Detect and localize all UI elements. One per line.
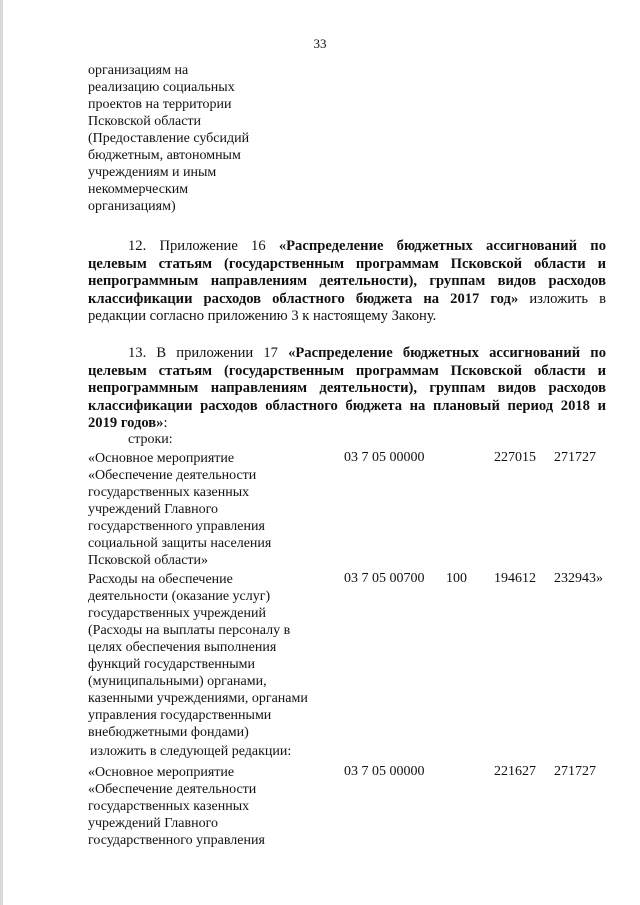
replace-label: изложить в следующей редакции:: [90, 744, 292, 759]
lines-label: строки:: [128, 432, 173, 447]
old-row-2-group: 100: [446, 571, 467, 586]
old-row-2-value-2018: 194612: [494, 571, 536, 586]
item-13-bold-title: «Распределение бюджетных ассигнований по целевым статьям (государственным программам Псковской области и непрограммным направлениям деятельности), группам видов расходов классификации расходов областного бюджета на плановый период 2018 и 2019 годов»: [88, 345, 606, 432]
item-13-paragraph: [88, 345, 606, 433]
new-row-1-code: 03 7 05 00000: [344, 764, 425, 779]
top-cell-text: организациям на реализацию социальных проектов на территории Псковской области (Предоставление субсидий бюджетным, автономным учреждениям и иным некоммерческим организациям): [88, 63, 250, 214]
item-13-lead: 13. В приложении 17: [128, 345, 289, 361]
new-row-1-text: «Основное мероприятие «Обеспечение деятельности государственных казенных учреждений Главного государственного управления: [88, 765, 265, 848]
item-12-bold-title: «Распределение бюджетных ассигнований по целевым статьям (государственным программам Псковской области и непрограммным направлениям деятельности), группам видов расходов классификации расходов областного бюджета на 2017 год»: [88, 238, 607, 307]
old-row-1-value-2019: 271727: [554, 450, 596, 465]
new-row-1-value-2018: 221627: [494, 764, 536, 779]
new-row-1-value-2019: 271727: [554, 764, 596, 779]
item-12-paragraph: [88, 238, 606, 326]
old-row-1-text: «Основное мероприятие «Обеспечение деятельности государственных казенных учреждений Главного государственного управления социальной защиты населения Псковской области»: [88, 451, 272, 568]
old-row-2-text: Расходы на обеспечение деятельности (оказание услуг) государственных учреждений (Расходы на выплаты персоналу в целях обеспечения выполнения функций государственными (муниципальными) органами, казенными учреждениями, органами управления государственными внебюджетными фондами): [88, 572, 308, 740]
page-number: 33: [313, 36, 327, 51]
old-row-1-value-2018: 227015: [494, 450, 536, 465]
page-edge: [0, 0, 3, 905]
item-12-lead: 12. Приложение 16: [128, 238, 279, 254]
old-row-1-code: 03 7 05 00000: [344, 450, 425, 465]
item-12-tail: изложить в редакции согласно приложению 3 к настоящему Закону.: [88, 290, 606, 325]
old-row-2-code: 03 7 05 00700: [344, 571, 425, 586]
old-row-2-value-2019: 232943»: [554, 571, 603, 586]
item-13-tail: :: [163, 415, 168, 432]
